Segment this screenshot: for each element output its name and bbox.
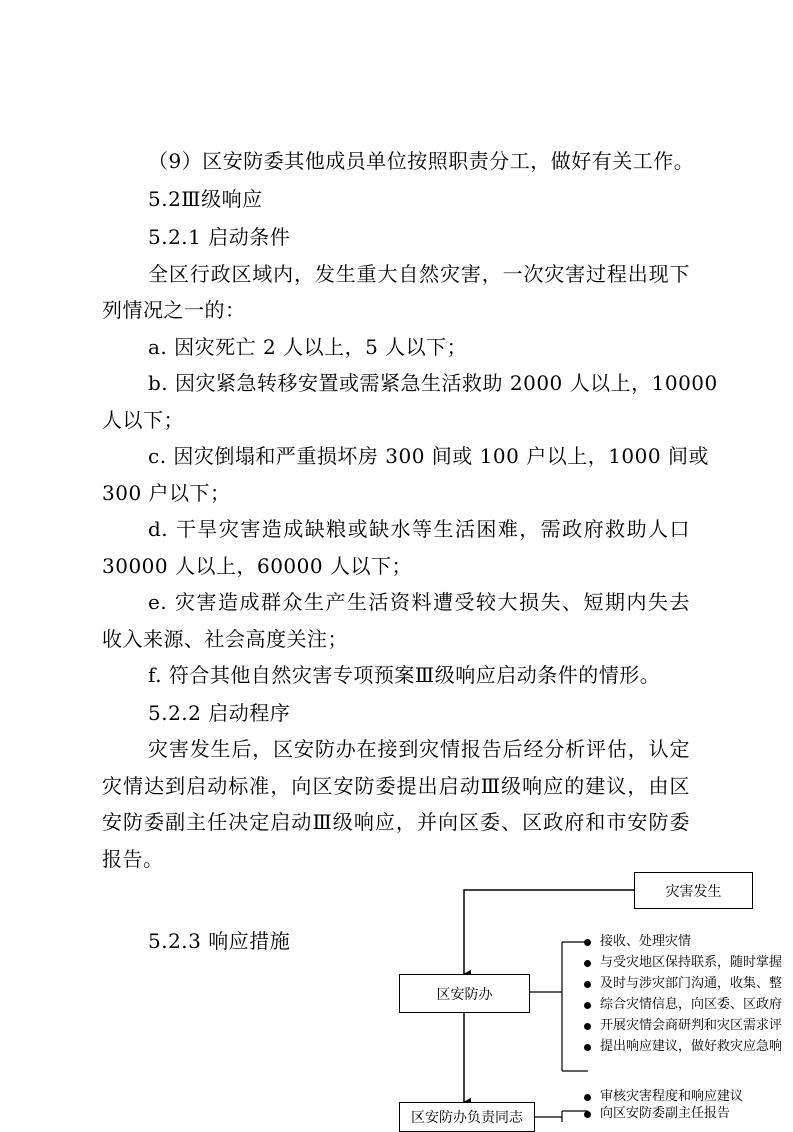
- condition-item-d-cont: 30000 人以上，60000 人以下；: [102, 554, 412, 578]
- heading-5-2: 5.2Ⅲ级响应: [148, 187, 263, 211]
- paragraph-procedure-cont-3: 报告。: [102, 847, 164, 871]
- condition-item-f: f. 符合其他自然灾害专项预案Ⅲ级响应启动条件的情形。: [148, 663, 661, 687]
- office-task-item: 开展灾情会商研判和灾区需求评: [584, 1018, 782, 1034]
- office-task-item: 综合灾情信息，向区委、区政府: [584, 997, 782, 1013]
- bullet-dot-icon: [584, 1002, 591, 1009]
- condition-item-c: c. 因灾倒塌和严重损坏房 300 间或 100 户以上，1000 间或: [148, 444, 709, 468]
- office-task-item: 接收、处理灾情: [584, 934, 691, 950]
- condition-item-b-cont: 人以下；: [102, 408, 184, 432]
- leader-task-item: 审核灾害程度和响应建议: [584, 1089, 743, 1105]
- bullet-dot-icon: [584, 1094, 591, 1101]
- office-task-item: 及时与涉灾部门沟通，收集、整: [584, 976, 782, 992]
- paragraph-condition-intro-cont: 列情况之一的：: [102, 298, 246, 322]
- bullet-dot-icon: [584, 939, 591, 946]
- condition-item-b: b. 因灾紧急转移安置或需紧急生活救助 2000 人以上，10000: [148, 371, 718, 395]
- bullet-dot-icon: [584, 1111, 591, 1118]
- paragraph-member-units: （9）区安防委其他成员单位按照职责分工，做好有关工作。: [148, 149, 695, 173]
- condition-item-d: d. 干旱灾害造成缺粮或缺水等生活困难，需政府救助人口: [148, 517, 690, 541]
- heading-5-2-1: 5.2.1 启动条件: [148, 225, 291, 249]
- paragraph-condition-intro: 全区行政区域内，发生重大自然灾害，一次灾害过程出现下: [148, 262, 690, 286]
- bullet-dot-icon: [584, 1044, 591, 1051]
- paragraph-procedure-cont-2: 安防委副主任决定启动Ⅲ级响应，并向区委、区政府和市安防委: [102, 810, 690, 834]
- condition-item-e-cont: 收入来源、社会高度关注；: [102, 627, 348, 651]
- leader-task-item: 向区安防委副主任报告: [584, 1106, 730, 1122]
- bullet-dot-icon: [584, 960, 591, 967]
- condition-item-e: e. 灾害造成群众生产生活资料遭受较大损失、短期内失去: [148, 590, 690, 614]
- start-node-box: 灾害发生: [634, 872, 753, 909]
- office-node-box: 区安防办: [399, 974, 530, 1013]
- condition-item-a: a. 因灾死亡 2 人以上，5 人以下；: [148, 335, 468, 359]
- paragraph-procedure-cont-1: 灾情达到启动标准，向区安防委提出启动Ⅲ级响应的建议，由区: [102, 774, 690, 798]
- paragraph-procedure: 灾害发生后，区安防办在接到灾情报告后经分析评估，认定: [148, 737, 690, 761]
- bullet-dot-icon: [584, 1023, 591, 1030]
- office-task-item: 与受灾地区保持联系，随时掌握: [584, 955, 782, 971]
- leader-node-box: 区安防办负责同志: [399, 1102, 535, 1132]
- heading-5-2-2: 5.2.2 启动程序: [148, 701, 291, 725]
- heading-5-2-3: 5.2.3 响应措施: [148, 929, 291, 953]
- condition-item-c-cont: 300 户以下；: [102, 481, 231, 505]
- bullet-dot-icon: [584, 981, 591, 988]
- office-task-item: 提出响应建议，做好救灾应急响: [584, 1039, 782, 1055]
